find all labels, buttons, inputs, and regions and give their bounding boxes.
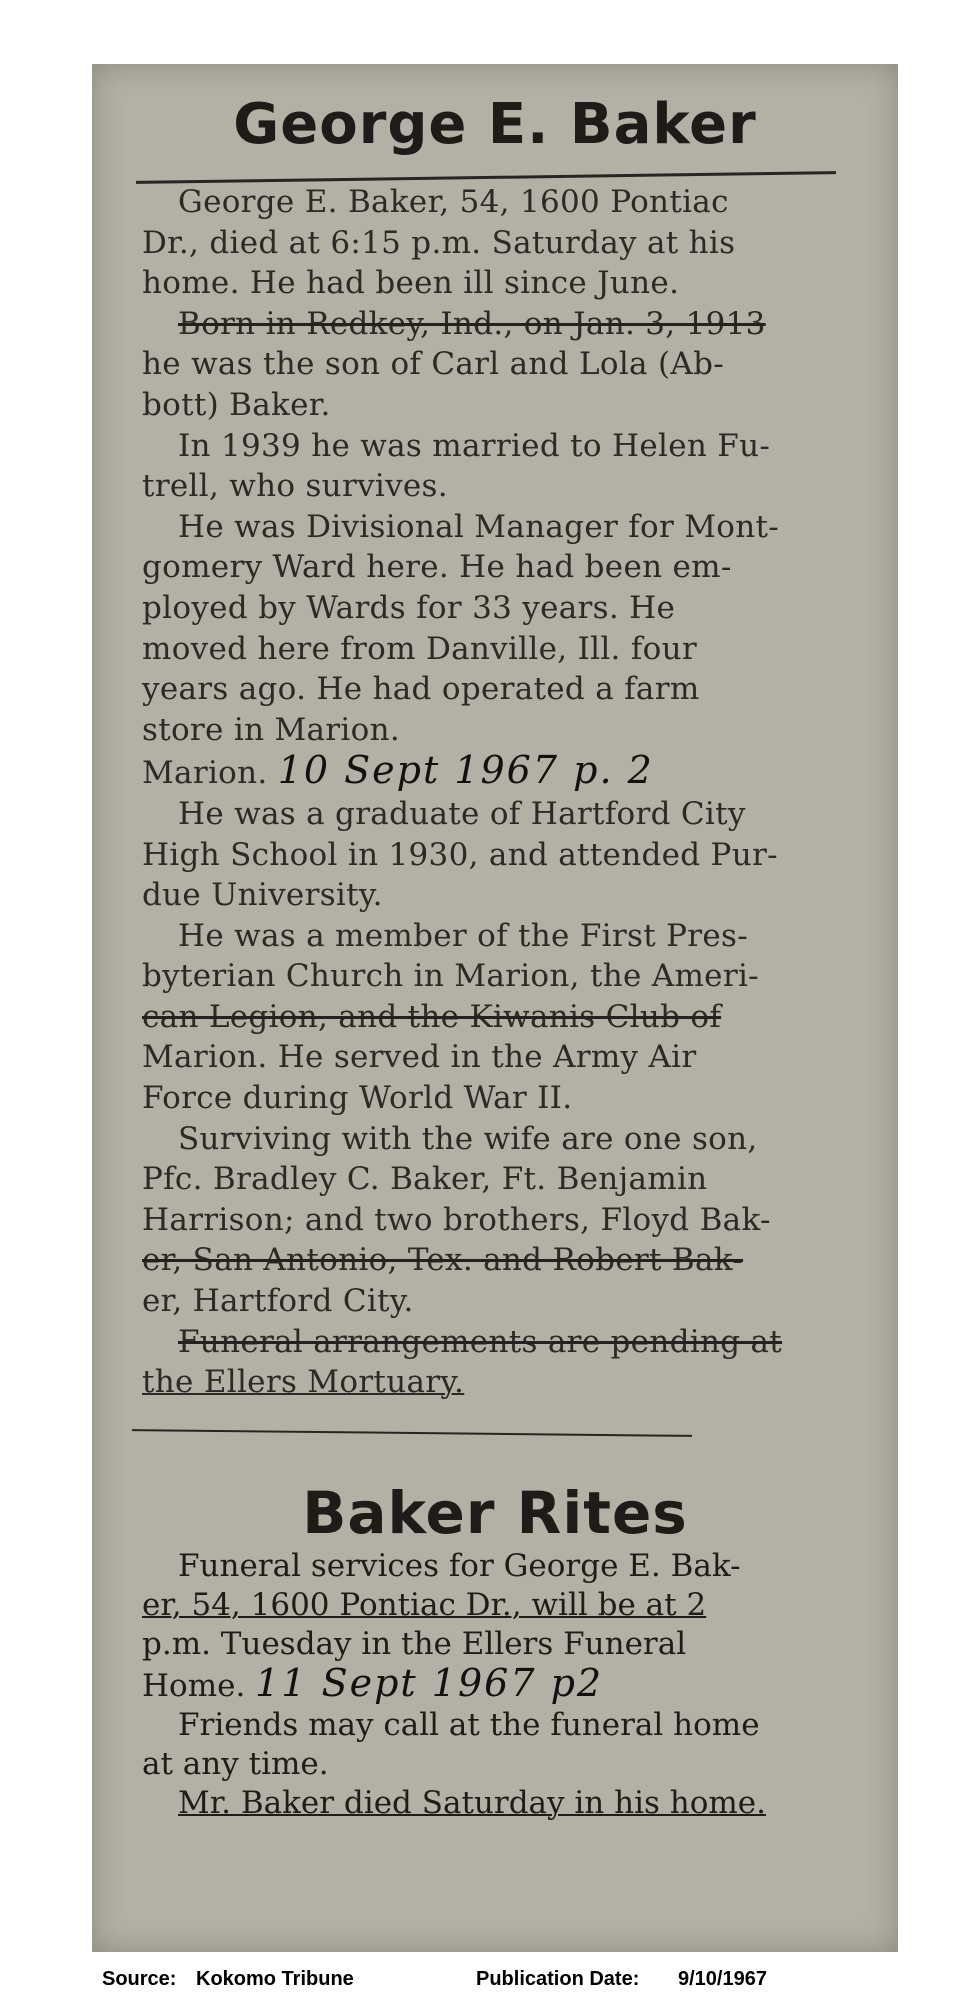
obituary-line: home. He had been ill since June. [142,265,680,302]
obituary-line-struck: Funeral arrangements are pending at [178,1323,783,1360]
section-rule [132,1429,692,1437]
obituary-line: He was Divisional Manager for Mont- [178,508,780,545]
obituary-body [142,182,834,1403]
obituary-line: bott) Baker. [142,386,331,423]
obituary-line: years ago. He had operated a farm [142,671,700,708]
obituary-line: Force during World War II. [142,1080,573,1117]
obituary-line: due University. [142,877,383,914]
footer-date-label: Publication Date: [476,1968,640,1990]
rites-line: er, 54, 1600 Pontiac Dr., will be at 2 [142,1587,707,1623]
obituary-line: High School in 1930, and attended Pur- [142,836,778,873]
obituary-line: George E. Baker, 54, 1600 Pontiac [178,184,729,220]
footer-date-value: 9/10/1967 [678,1968,767,1990]
footer-source-label: Source: [102,1968,177,1990]
rites-dateline [142,1664,834,1706]
obituary-line-struck: Born in Redkey, Ind., on Jan. 3, 1913 [178,305,766,342]
obituary-line: byterian Church in Marion, the Ameri- [142,958,759,995]
obituary-line: Marion. [142,755,268,792]
obituary-line-struck: er, San Antonio, Tex. and Robert Bak- [142,1242,744,1279]
obituary-line: er, Hartford City. [142,1283,414,1320]
newspaper-clipping [92,64,898,1952]
obituary-line-struck: can Legion, and the Kiwanis Club of [142,998,722,1035]
rites-body [142,1547,834,1823]
obituary-line: trell, who survives. [142,468,448,505]
obituary-line: gomery Ward here. He had been em- [142,549,732,586]
rites-line: p.m. Tuesday in the Ellers Funeral [142,1626,687,1662]
handwritten-date-note: 11 Sept 1967 p2 [255,1664,604,1705]
obituary-line: Harrison; and two brothers, Floyd Bak- [142,1201,771,1238]
footer-source-value: Kokomo Tribune [196,1968,354,1990]
obituary-line: Pfc. Bradley C. Baker, Ft. Benjamin [142,1161,708,1198]
obituary-line: he was the son of Carl and Lola (Ab- [142,346,724,383]
obituary-line: He was a member of the First Pres- [178,917,749,954]
obituary-line: Surviving with the wife are one son, [178,1120,758,1157]
obituary-dateline [142,750,834,794]
obituary-line: Marion. He served in the Army Air [142,1039,697,1076]
rites-line: Friends may call at the funeral home [178,1707,760,1743]
rites-headline: Baker Rites [302,1479,688,1547]
obituary-headline: George E. Baker [233,92,757,157]
rites-line: at any time. [142,1746,329,1782]
obituary-line: moved here from Danville, Ill. four [142,630,697,667]
obituary-line: ployed by Wards for 33 years. He [142,589,676,626]
obituary-line: He was a graduate of Hartford City [178,795,746,832]
obituary-line: store in Marion. [142,711,401,748]
obituary-line: In 1939 he was married to Helen Fu- [178,427,771,464]
handwritten-date-note: 10 Sept 1967 p. 2 [277,750,654,793]
rites-line: Home. [142,1668,246,1704]
obituary-line: Dr., died at 6:15 p.m. Saturday at his [142,224,736,261]
rites-line: Funeral services for George E. Bak- [178,1548,741,1584]
obituary-line: the Ellers Mortuary. [142,1364,465,1401]
rites-line: Mr. Baker died Saturday in his home. [178,1785,766,1821]
